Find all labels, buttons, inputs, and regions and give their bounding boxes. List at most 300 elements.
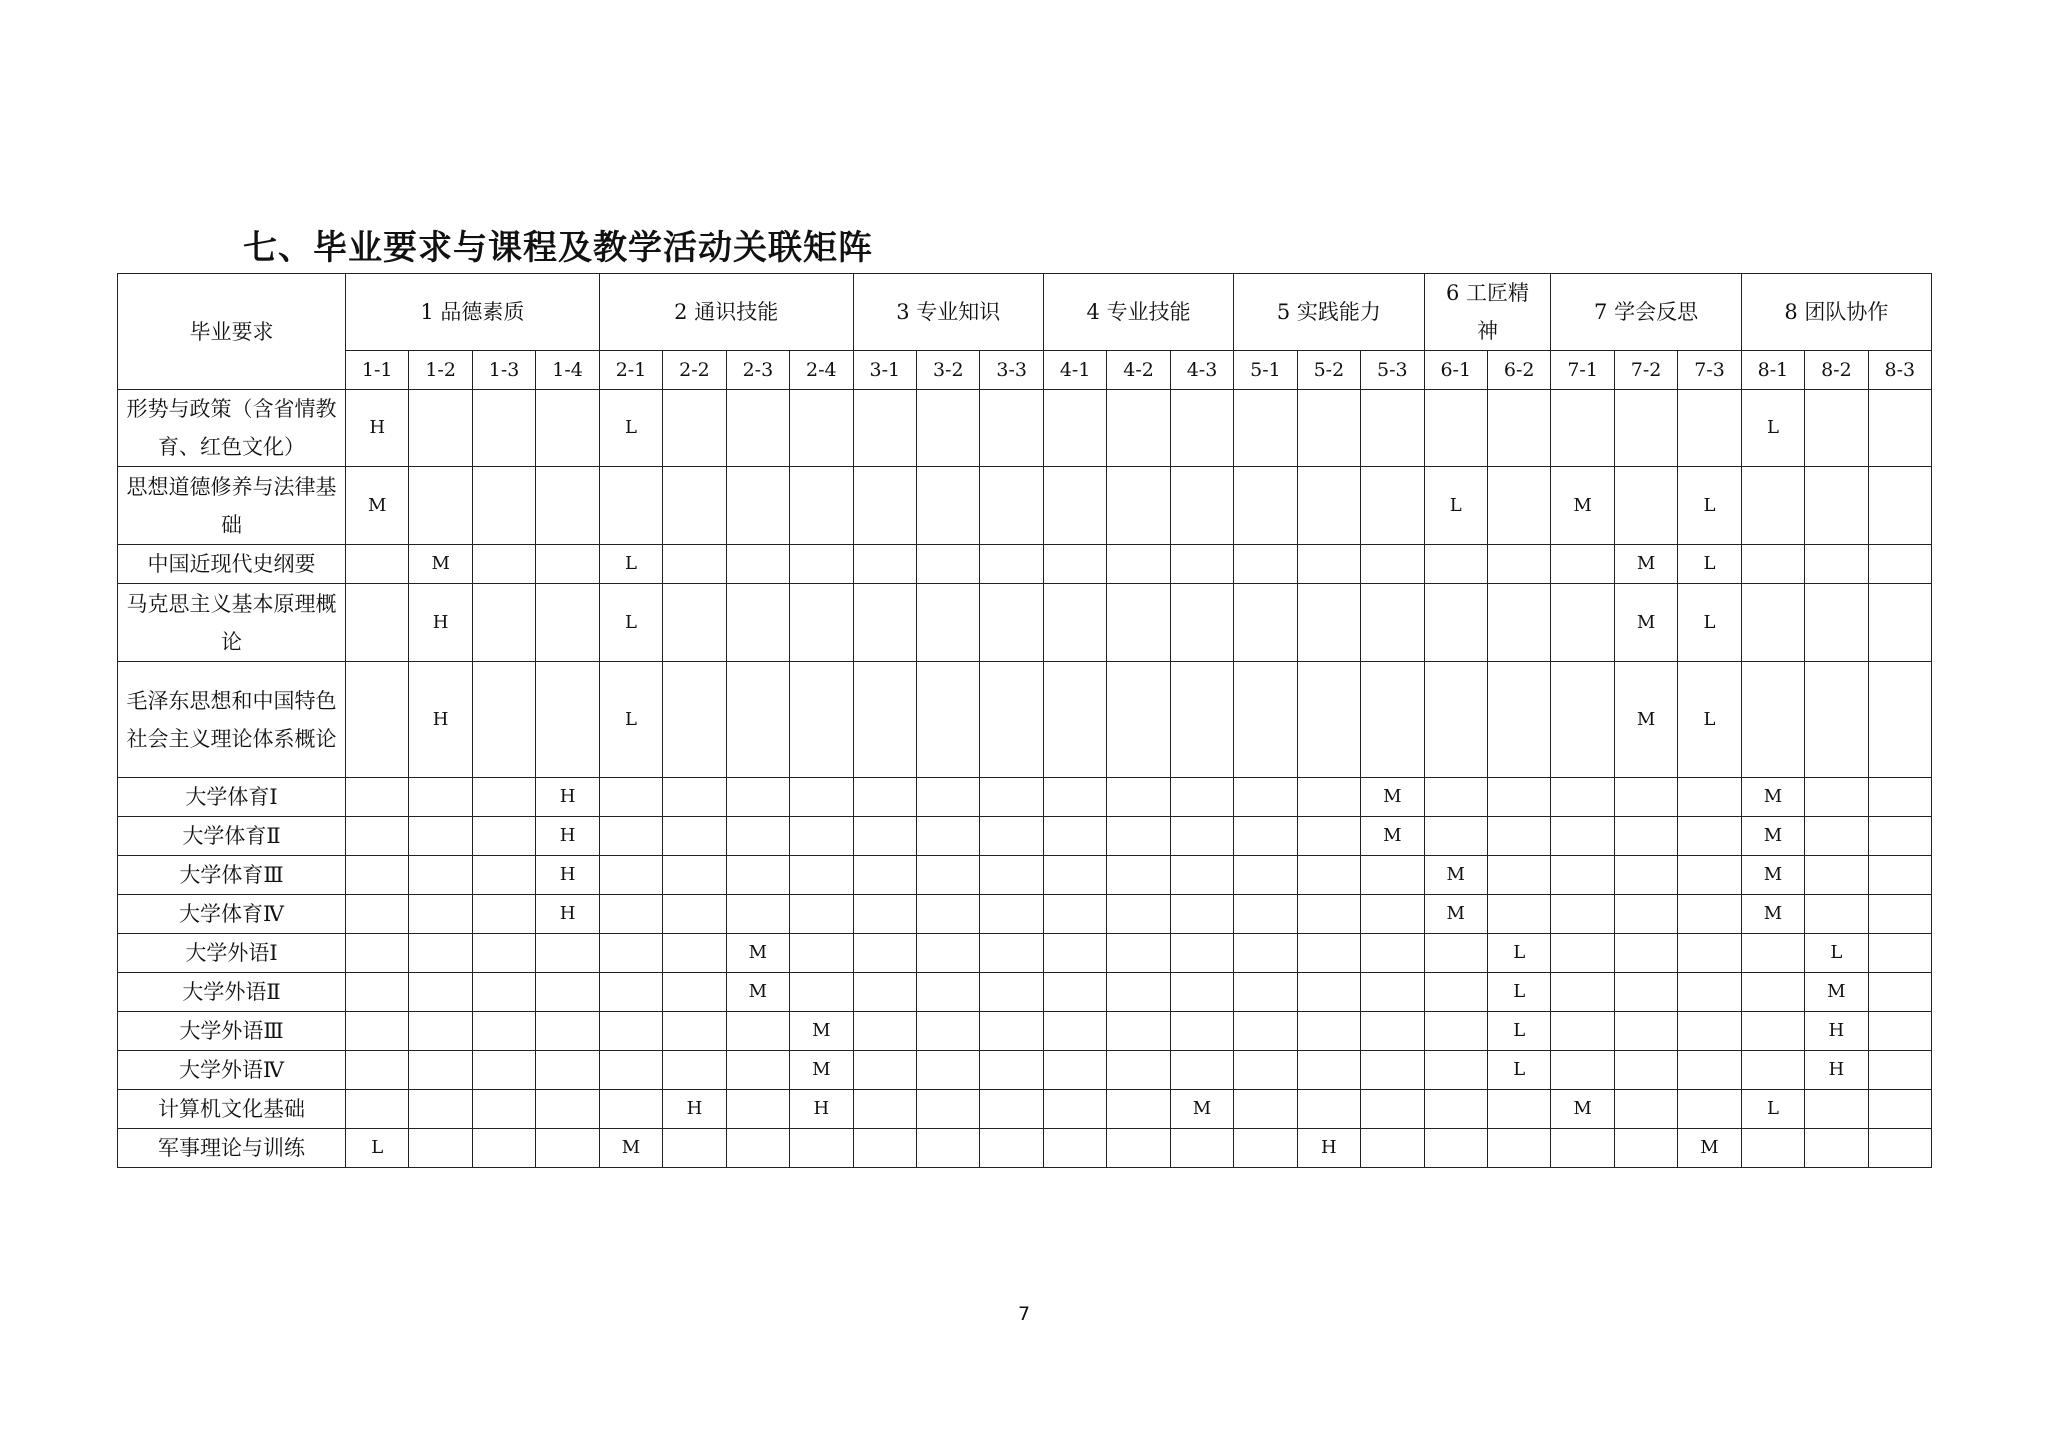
requirement-group-header: 1 品德素质	[346, 274, 600, 351]
relevance-cell	[1234, 584, 1297, 662]
relevance-cell	[853, 895, 916, 934]
relevance-cell	[472, 1051, 535, 1090]
relevance-cell: L	[1487, 973, 1550, 1012]
relevance-cell	[1678, 856, 1741, 895]
relevance-cell	[980, 856, 1043, 895]
relevance-cell	[1614, 778, 1677, 817]
relevance-cell	[409, 1129, 472, 1168]
relevance-cell	[917, 1129, 980, 1168]
relevance-cell	[1234, 662, 1297, 778]
table-row	[118, 390, 1932, 467]
relevance-cell: M	[1424, 895, 1487, 934]
requirement-sub-header: 4-1	[1043, 351, 1106, 390]
requirement-sub-header: 2-3	[726, 351, 789, 390]
relevance-cell	[726, 817, 789, 856]
relevance-cell	[1424, 1090, 1487, 1129]
relevance-cell	[1361, 895, 1424, 934]
relevance-cell	[472, 1012, 535, 1051]
relevance-cell	[1170, 584, 1233, 662]
relevance-cell	[536, 545, 599, 584]
relevance-cell	[726, 545, 789, 584]
relevance-cell	[790, 778, 853, 817]
requirement-sub-header: 2-4	[790, 351, 853, 390]
relevance-cell: L	[1487, 1051, 1550, 1090]
table-row	[118, 545, 1932, 584]
relevance-cell	[472, 545, 535, 584]
table-row	[118, 934, 1932, 973]
relevance-cell	[1043, 973, 1106, 1012]
course-name-cell: 大学体育Ⅰ	[118, 778, 346, 817]
relevance-cell	[1487, 817, 1550, 856]
relevance-cell	[1741, 1051, 1804, 1090]
relevance-cell	[790, 973, 853, 1012]
relevance-cell	[1487, 390, 1550, 467]
relevance-cell: M	[1805, 973, 1868, 1012]
relevance-cell: M	[1741, 817, 1804, 856]
relevance-cell	[472, 390, 535, 467]
relevance-cell	[1043, 1129, 1106, 1168]
relevance-cell: M	[1361, 778, 1424, 817]
relevance-cell	[1297, 467, 1360, 545]
relevance-cell	[1551, 662, 1614, 778]
relevance-cell	[1741, 662, 1804, 778]
requirement-sub-header: 6-2	[1487, 351, 1550, 390]
relevance-cell: L	[346, 1129, 409, 1168]
relevance-cell: H	[536, 856, 599, 895]
relevance-cell	[1234, 778, 1297, 817]
relevance-cell	[917, 467, 980, 545]
relevance-cell	[1741, 973, 1804, 1012]
relevance-cell	[1551, 584, 1614, 662]
relevance-cell	[346, 1051, 409, 1090]
relevance-cell	[1614, 1129, 1677, 1168]
relevance-cell	[1551, 934, 1614, 973]
relevance-cell	[853, 1051, 916, 1090]
relevance-cell	[1424, 934, 1487, 973]
relevance-cell	[917, 778, 980, 817]
relevance-cell	[917, 895, 980, 934]
relevance-cell	[980, 1129, 1043, 1168]
relevance-cell	[917, 973, 980, 1012]
course-name-cell: 大学体育Ⅳ	[118, 895, 346, 934]
requirement-group-header: 5 实践能力	[1234, 274, 1424, 351]
relevance-cell	[980, 390, 1043, 467]
relevance-cell	[536, 1012, 599, 1051]
relevance-cell	[917, 817, 980, 856]
relevance-cell	[980, 662, 1043, 778]
relevance-cell	[1614, 390, 1677, 467]
relevance-cell	[790, 584, 853, 662]
requirement-sub-header: 7-3	[1678, 351, 1741, 390]
relevance-cell	[1805, 584, 1868, 662]
relevance-cell	[1234, 1012, 1297, 1051]
relevance-cell	[599, 895, 662, 934]
relevance-cell	[536, 584, 599, 662]
relevance-cell	[663, 1012, 726, 1051]
course-name-cell: 形势与政策（含省情教育、红色文化）	[118, 390, 346, 467]
requirement-sub-header: 2-1	[599, 351, 662, 390]
relevance-cell	[853, 545, 916, 584]
relevance-cell	[1487, 1090, 1550, 1129]
relevance-cell	[1107, 467, 1170, 545]
relevance-cell	[853, 934, 916, 973]
relevance-cell	[1805, 1090, 1868, 1129]
relevance-cell	[1107, 1090, 1170, 1129]
relevance-cell	[599, 1012, 662, 1051]
relevance-cell: L	[1487, 934, 1550, 973]
relevance-cell	[1107, 778, 1170, 817]
relevance-cell	[1297, 584, 1360, 662]
relevance-cell	[1487, 1129, 1550, 1168]
relevance-cell	[1297, 1012, 1360, 1051]
relevance-cell	[1424, 662, 1487, 778]
course-name-cell: 大学外语Ⅳ	[118, 1051, 346, 1090]
relevance-cell	[346, 817, 409, 856]
requirement-sub-header: 5-2	[1297, 351, 1360, 390]
relevance-cell: M	[1741, 778, 1804, 817]
relevance-cell	[409, 1051, 472, 1090]
relevance-cell	[346, 545, 409, 584]
relevance-cell	[1487, 662, 1550, 778]
relevance-cell: M	[409, 545, 472, 584]
relevance-cell	[1234, 934, 1297, 973]
relevance-cell	[599, 778, 662, 817]
relevance-cell	[1043, 1090, 1106, 1129]
relevance-cell	[1297, 1051, 1360, 1090]
relevance-cell	[1361, 934, 1424, 973]
relevance-cell	[663, 895, 726, 934]
relevance-cell	[1868, 934, 1931, 973]
relevance-cell: M	[599, 1129, 662, 1168]
corner-header: 毕业要求	[118, 274, 346, 390]
relevance-cell	[536, 934, 599, 973]
relevance-cell	[1424, 778, 1487, 817]
relevance-cell	[917, 390, 980, 467]
table-row	[118, 1051, 1932, 1090]
table-row	[118, 856, 1932, 895]
requirement-sub-header: 3-2	[917, 351, 980, 390]
relevance-cell	[536, 662, 599, 778]
relevance-cell	[409, 1012, 472, 1051]
relevance-cell	[1614, 856, 1677, 895]
relevance-cell	[1234, 817, 1297, 856]
relevance-cell	[1234, 1051, 1297, 1090]
relevance-cell	[1868, 973, 1931, 1012]
relevance-cell	[1043, 545, 1106, 584]
relevance-cell: H	[663, 1090, 726, 1129]
requirement-group-header: 2 通识技能	[599, 274, 853, 351]
course-name-cell: 计算机文化基础	[118, 1090, 346, 1129]
requirement-group-header: 4 专业技能	[1043, 274, 1233, 351]
requirement-sub-header: 8-1	[1741, 351, 1804, 390]
requirement-sub-header: 1-4	[536, 351, 599, 390]
relevance-cell	[1487, 895, 1550, 934]
relevance-cell	[1614, 895, 1677, 934]
relevance-cell	[1868, 1051, 1931, 1090]
relevance-cell: M	[1678, 1129, 1741, 1168]
relevance-cell	[1361, 545, 1424, 584]
relevance-cell	[472, 1090, 535, 1129]
requirement-sub-header: 4-2	[1107, 351, 1170, 390]
relevance-cell	[599, 1090, 662, 1129]
relevance-cell	[1170, 662, 1233, 778]
relevance-cell	[917, 1012, 980, 1051]
relevance-cell	[1868, 856, 1931, 895]
relevance-cell	[790, 856, 853, 895]
relevance-cell	[1424, 973, 1487, 1012]
relevance-cell	[599, 934, 662, 973]
relevance-cell	[980, 973, 1043, 1012]
relevance-cell	[1487, 856, 1550, 895]
requirement-sub-header: 7-2	[1614, 351, 1677, 390]
table-row	[118, 895, 1932, 934]
table-row	[118, 1090, 1932, 1129]
relevance-cell	[1551, 390, 1614, 467]
relevance-cell	[346, 856, 409, 895]
relevance-cell	[1107, 545, 1170, 584]
relevance-cell	[346, 1012, 409, 1051]
relevance-cell	[1043, 1012, 1106, 1051]
course-name-cell: 大学体育Ⅲ	[118, 856, 346, 895]
relevance-cell	[1297, 390, 1360, 467]
requirement-sub-header: 1-1	[346, 351, 409, 390]
relevance-cell	[599, 856, 662, 895]
relevance-cell	[853, 584, 916, 662]
relevance-cell	[346, 584, 409, 662]
requirement-group-header: 8 团队协作	[1741, 274, 1931, 351]
relevance-cell	[663, 545, 726, 584]
relevance-cell	[726, 467, 789, 545]
relevance-cell: H	[536, 895, 599, 934]
relevance-cell	[599, 1051, 662, 1090]
relevance-cell	[1614, 934, 1677, 973]
relevance-cell	[1297, 778, 1360, 817]
relevance-cell	[790, 817, 853, 856]
relevance-cell	[599, 467, 662, 545]
relevance-cell	[1678, 934, 1741, 973]
relevance-cell	[1361, 467, 1424, 545]
table-row	[118, 973, 1932, 1012]
relevance-cell	[1107, 1012, 1170, 1051]
relevance-cell	[1424, 1051, 1487, 1090]
relevance-cell	[409, 467, 472, 545]
relevance-cell	[1361, 856, 1424, 895]
relevance-cell	[536, 1090, 599, 1129]
relevance-cell: L	[599, 390, 662, 467]
course-name-cell: 军事理论与训练	[118, 1129, 346, 1168]
relevance-cell	[1297, 973, 1360, 1012]
relevance-cell	[1678, 1051, 1741, 1090]
relevance-cell	[980, 584, 1043, 662]
relevance-cell	[1424, 817, 1487, 856]
relevance-cell	[1043, 934, 1106, 973]
relevance-cell	[663, 1051, 726, 1090]
course-name-cell: 思想道德修养与法律基础	[118, 467, 346, 545]
relevance-cell	[1234, 856, 1297, 895]
relevance-cell	[1297, 856, 1360, 895]
relevance-cell	[1170, 934, 1233, 973]
relevance-cell	[346, 973, 409, 1012]
relevance-cell	[536, 1129, 599, 1168]
relevance-cell	[726, 390, 789, 467]
relevance-cell	[536, 973, 599, 1012]
relevance-cell	[1361, 1090, 1424, 1129]
requirements-course-matrix	[117, 273, 1932, 1168]
requirement-group-header: 7 学会反思	[1551, 274, 1741, 351]
requirement-sub-header: 5-3	[1361, 351, 1424, 390]
relevance-cell	[1551, 856, 1614, 895]
relevance-cell	[1107, 390, 1170, 467]
relevance-cell: H	[409, 662, 472, 778]
relevance-cell	[1234, 1129, 1297, 1168]
relevance-cell	[1107, 584, 1170, 662]
relevance-cell	[599, 817, 662, 856]
relevance-cell: L	[1741, 1090, 1804, 1129]
relevance-cell	[472, 817, 535, 856]
relevance-cell: M	[1551, 467, 1614, 545]
relevance-cell	[1741, 545, 1804, 584]
relevance-cell	[1805, 778, 1868, 817]
relevance-cell	[980, 778, 1043, 817]
relevance-cell	[790, 662, 853, 778]
relevance-cell	[472, 662, 535, 778]
relevance-cell: M	[1741, 895, 1804, 934]
relevance-cell	[1107, 856, 1170, 895]
requirement-sub-header: 7-1	[1551, 351, 1614, 390]
relevance-cell	[663, 817, 726, 856]
relevance-cell	[1043, 662, 1106, 778]
relevance-cell	[1361, 1051, 1424, 1090]
relevance-cell	[472, 856, 535, 895]
relevance-cell	[1487, 584, 1550, 662]
relevance-cell	[409, 390, 472, 467]
relevance-cell	[1805, 467, 1868, 545]
course-name-cell: 毛泽东思想和中国特色社会主义理论体系概论	[118, 662, 346, 778]
relevance-cell	[1551, 1129, 1614, 1168]
requirement-group-header: 3 专业知识	[853, 274, 1043, 351]
table-row	[118, 817, 1932, 856]
relevance-cell	[1424, 390, 1487, 467]
relevance-cell	[726, 584, 789, 662]
relevance-cell	[1805, 545, 1868, 584]
relevance-cell: M	[790, 1012, 853, 1051]
relevance-cell	[1361, 662, 1424, 778]
relevance-cell: H	[536, 817, 599, 856]
relevance-cell	[1043, 390, 1106, 467]
course-name-cell: 大学外语Ⅰ	[118, 934, 346, 973]
relevance-cell	[917, 1051, 980, 1090]
relevance-cell	[536, 390, 599, 467]
relevance-cell	[1234, 467, 1297, 545]
relevance-cell	[1868, 817, 1931, 856]
relevance-cell	[1234, 1090, 1297, 1129]
relevance-cell	[726, 662, 789, 778]
relevance-cell	[1107, 817, 1170, 856]
relevance-cell	[853, 467, 916, 545]
relevance-cell: L	[1678, 662, 1741, 778]
relevance-cell	[1234, 895, 1297, 934]
relevance-cell: M	[726, 934, 789, 973]
relevance-cell	[726, 1090, 789, 1129]
relevance-cell	[472, 467, 535, 545]
relevance-cell	[472, 895, 535, 934]
relevance-cell	[1043, 584, 1106, 662]
relevance-cell: H	[409, 584, 472, 662]
relevance-cell	[1043, 817, 1106, 856]
relevance-cell	[853, 1012, 916, 1051]
relevance-cell: L	[599, 584, 662, 662]
relevance-cell	[853, 973, 916, 1012]
relevance-cell	[790, 545, 853, 584]
relevance-cell	[1551, 895, 1614, 934]
relevance-cell	[1170, 895, 1233, 934]
relevance-cell	[409, 973, 472, 1012]
relevance-cell	[1487, 467, 1550, 545]
relevance-cell	[1170, 817, 1233, 856]
relevance-cell	[1107, 1129, 1170, 1168]
relevance-cell: M	[1614, 662, 1677, 778]
relevance-cell	[1424, 584, 1487, 662]
requirement-sub-header: 1-3	[472, 351, 535, 390]
requirement-sub-header: 3-3	[980, 351, 1043, 390]
matrix-body	[118, 390, 1932, 1168]
header-group-row	[118, 274, 1932, 351]
relevance-cell	[790, 1129, 853, 1168]
relevance-cell	[980, 545, 1043, 584]
requirement-sub-header: 3-1	[853, 351, 916, 390]
relevance-cell	[790, 895, 853, 934]
relevance-cell	[1551, 545, 1614, 584]
relevance-cell	[599, 973, 662, 1012]
relevance-cell	[1043, 467, 1106, 545]
relevance-cell	[980, 1090, 1043, 1129]
requirement-sub-header: 5-1	[1234, 351, 1297, 390]
relevance-cell	[409, 856, 472, 895]
relevance-cell	[472, 973, 535, 1012]
relevance-cell	[1297, 1090, 1360, 1129]
relevance-cell	[409, 817, 472, 856]
requirement-sub-header: 8-3	[1868, 351, 1931, 390]
relevance-cell: H	[346, 390, 409, 467]
relevance-cell	[1678, 895, 1741, 934]
relevance-cell	[1805, 817, 1868, 856]
relevance-cell	[1170, 1129, 1233, 1168]
relevance-cell	[663, 584, 726, 662]
relevance-cell	[1741, 1012, 1804, 1051]
relevance-cell	[1868, 1129, 1931, 1168]
relevance-cell	[1805, 1129, 1868, 1168]
relevance-cell	[1678, 973, 1741, 1012]
relevance-cell	[409, 934, 472, 973]
relevance-cell	[1361, 973, 1424, 1012]
relevance-cell: H	[1805, 1051, 1868, 1090]
relevance-cell: L	[1424, 467, 1487, 545]
relevance-cell	[1868, 1012, 1931, 1051]
relevance-cell	[472, 1129, 535, 1168]
relevance-cell	[853, 817, 916, 856]
relevance-cell	[853, 1090, 916, 1129]
relevance-cell	[1868, 545, 1931, 584]
relevance-cell	[409, 895, 472, 934]
relevance-cell: L	[1678, 584, 1741, 662]
relevance-cell	[1170, 467, 1233, 545]
relevance-cell	[1361, 1129, 1424, 1168]
relevance-cell	[1361, 390, 1424, 467]
relevance-cell	[1614, 973, 1677, 1012]
relevance-cell	[1297, 934, 1360, 973]
relevance-cell	[853, 390, 916, 467]
relevance-cell: M	[1551, 1090, 1614, 1129]
